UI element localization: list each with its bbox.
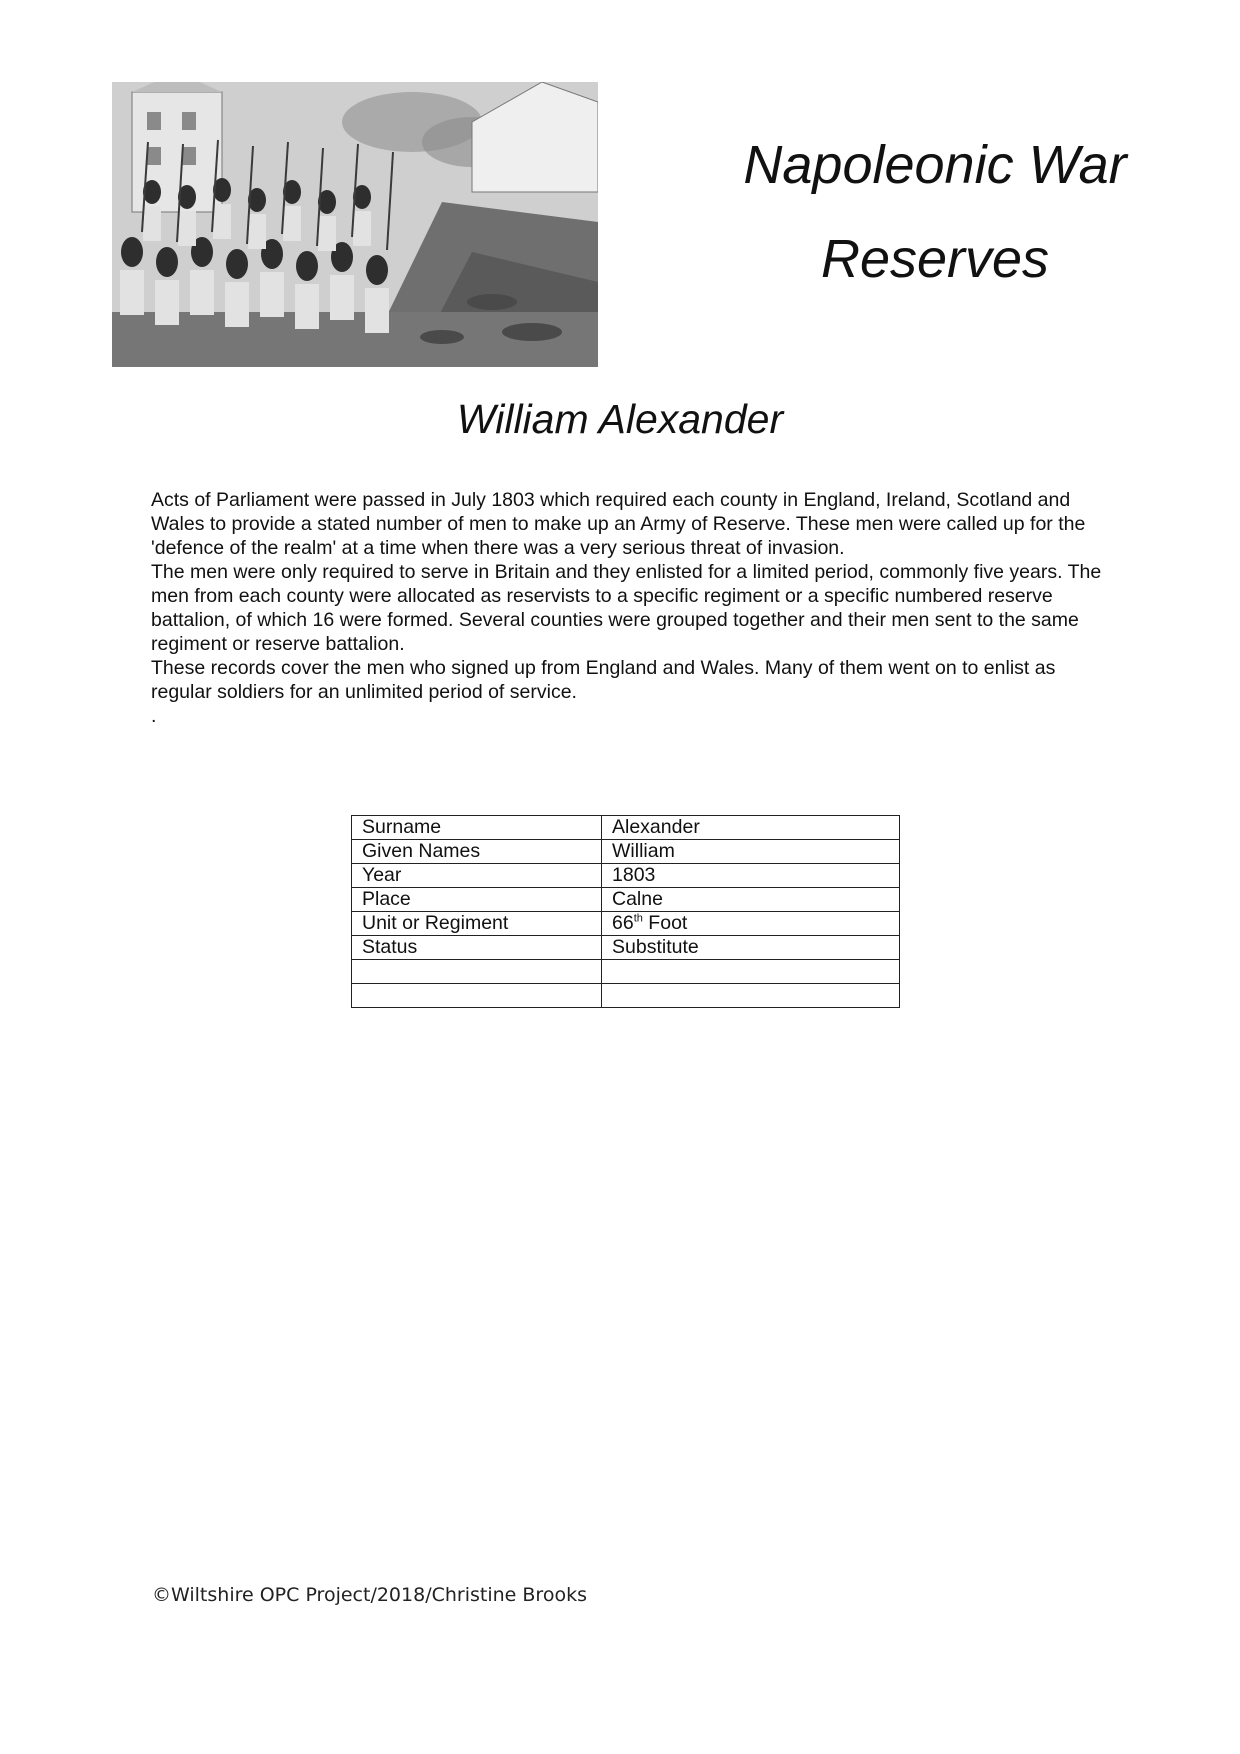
- row-label: Given Names: [352, 840, 602, 864]
- row-value: [602, 984, 900, 1008]
- copyright-footer: ©Wiltshire OPC Project/2018/Christine Brooks: [152, 1584, 587, 1606]
- person-name: William Alexander: [456, 396, 784, 442]
- row-label: Place: [352, 888, 602, 912]
- table-row: [352, 816, 900, 840]
- intro-paragraph: .: [151, 705, 157, 727]
- table-row: [352, 912, 900, 936]
- row-label: Unit or Regiment: [352, 912, 602, 936]
- row-value: Substitute: [602, 936, 900, 960]
- table-row: [352, 936, 900, 960]
- row-label: [352, 960, 602, 984]
- title-line-2: Reserves: [820, 229, 1050, 289]
- intro-text: [151, 488, 1111, 728]
- marching-soldiers-illustration: [112, 82, 598, 367]
- intro-paragraph: These records cover the men who signed up from England and Wales. Many of them went on to enlist as regular soldiers for an unlimited period of service.: [151, 657, 1056, 703]
- table-row: [352, 864, 900, 888]
- table-row: [352, 960, 900, 984]
- table-row: [352, 840, 900, 864]
- row-value: Calne: [602, 888, 900, 912]
- intro-paragraph: The men were only required to serve in Britain and they enlisted for a limited period, commonly five years. The men from each county were allocated as reservists to a specific regiment or a specific numbered reserve battalion, of which 16 were formed. Several counties were grouped together and their men sent to the same regiment or reserve battalion.: [151, 561, 1102, 655]
- row-value: William: [602, 840, 900, 864]
- title-line-1: Napoleonic War: [743, 135, 1127, 195]
- regiment-type: Foot: [642, 912, 688, 934]
- row-value: 1803: [602, 864, 900, 888]
- record-table: [351, 815, 900, 1008]
- intro-paragraph: Acts of Parliament were passed in July 1803 which required each county in England, Ireland, Scotland and Wales to provide a stated number of men to make up an Army of Reserve. These men were called up for the 'defence of the realm' at a time when there was a very serious threat of invasion.: [151, 489, 1086, 559]
- row-value: Alexander: [602, 816, 900, 840]
- row-label: Status: [352, 936, 602, 960]
- table-row: [352, 984, 900, 1008]
- row-label: Year: [352, 864, 602, 888]
- row-value: [602, 912, 900, 936]
- ordinal-suffix: th: [633, 912, 643, 925]
- row-label: Surname: [352, 816, 602, 840]
- row-label: [352, 984, 602, 1008]
- document-title: [700, 118, 1170, 306]
- table-row: [352, 888, 900, 912]
- row-value: [602, 960, 900, 984]
- regiment-number: 66: [612, 912, 634, 934]
